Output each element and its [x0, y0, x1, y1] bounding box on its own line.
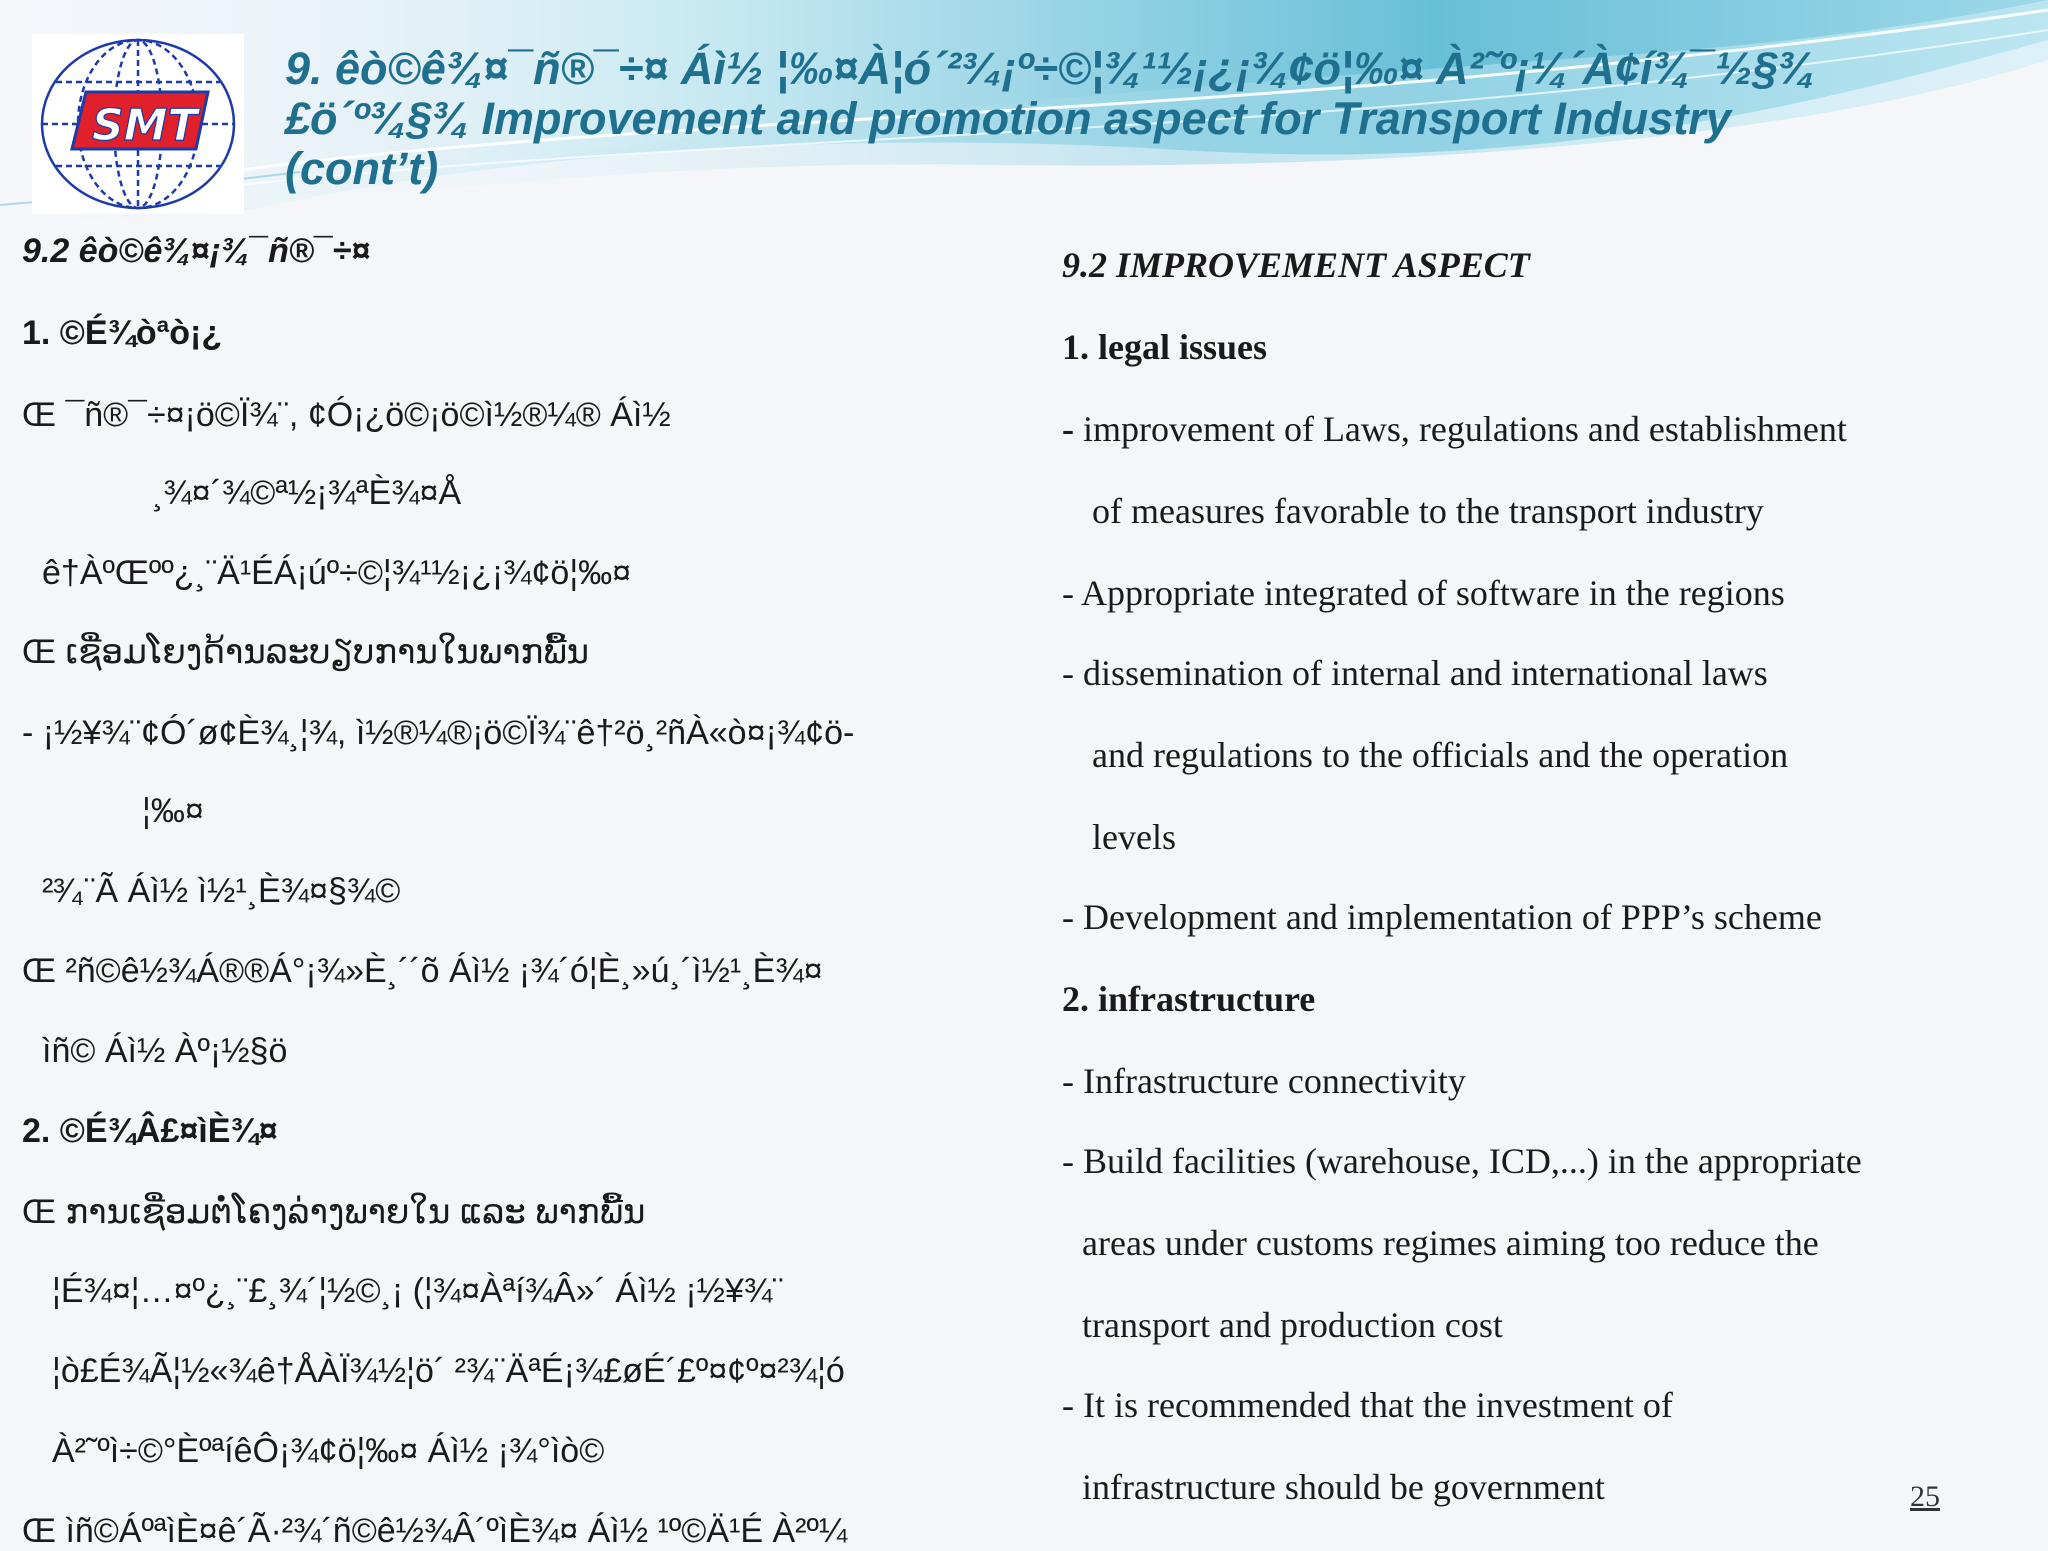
right-line: - Build facilities (warehouse, ICD,...) in the appropriate	[1062, 1141, 1862, 1181]
slide-title	[285, 44, 2025, 194]
left-line: ê†ÀºŒºº¿¸¨Ä¹ÉÁ¡úº÷©¦¾¹½¡¿¡¾¢ö¦‰¤	[42, 554, 632, 592]
left-line: À²˜ºì÷©°ÈºªíêÔ¡¾¢ö¦‰¤ Áì½ ¡¾°ìò©	[52, 1432, 605, 1470]
left-line: ¸¾¤´¾©ª½¡¾ªÈ¾¤Å	[152, 474, 462, 512]
left-line: ¦ò£É¾Ã¦½«¾ê†ÅÀÏ¾½¦ö´ ²¾¨ÄªÉ¡¾£øÉ´£º¤¢º¤²¾¦ó	[52, 1352, 845, 1390]
left-line: ¦É¾¤¦…¤º¿¸¨£¸¾´¦½©¸¡ (¦¾¤Àªí¾Â»´ Áì½ ¡½¥¾¨	[52, 1272, 784, 1310]
right-line: transport and production cost	[1082, 1305, 1503, 1345]
left-section-2-title: 2. ©É¾Â£¤ìÈ¾¤	[22, 1112, 278, 1150]
right-section-2-title: 2. infrastructure	[1062, 979, 1316, 1019]
right-line: - dissemination of internal and international laws	[1062, 653, 1768, 693]
left-heading: 9.2 êò©ê¾¤¡¾¯ñ®¯÷¤	[22, 232, 371, 270]
right-line: levels	[1092, 817, 1176, 857]
right-heading: 9.2 IMPROVEMENT ASPECT	[1062, 245, 1530, 285]
right-line: - Infrastructure connectivity	[1062, 1061, 1466, 1101]
title-line-1: 9. êò©ê¾¤¯ñ®¯÷¤ Áì½ ¦‰¤À¦ó´²³⁄₄¡º÷©¦¾¹½¡¿¡¾¢ö¦‰¤ À²˜º¡¼´À¢í¾¯½§¾	[285, 43, 1815, 94]
title-line-3: (cont’t)	[285, 143, 439, 194]
right-section-1-title: 1. legal issues	[1062, 327, 1268, 367]
left-line: ²³⁄₄¨Ã Áì½ ì½¹¸È¾¤§¾©	[42, 872, 401, 910]
logo-lettering: SMT	[92, 100, 198, 151]
left-line: Œ ເຊື່ອມໂຍງດ້ານລະບຽບການໃນພາກພື້ນ	[22, 633, 590, 671]
left-line: Œ ການເຊື່ອມຕໍ່ໂຄງລ່າງພາຍໃນ ແລະ ພາກພື້ນ	[22, 1193, 646, 1231]
right-line: and regulations to the officials and the operation	[1092, 735, 1789, 775]
right-line: of measures favorable to the transport industry	[1092, 491, 1764, 531]
right-line: - Appropriate integrated of software in the regions	[1062, 573, 1785, 613]
left-line: Œ ¯ñ®¯÷¤¡ö©Ï¾¨, ¢Ó¡¿ö©¡ö©ì½®¼® Áì½	[22, 396, 671, 434]
right-line: - improvement of Laws, regulations and establishment	[1062, 409, 1847, 449]
right-line: areas under customs regimes aiming too reduce the	[1082, 1223, 1819, 1263]
page-number: 25	[1910, 1480, 1940, 1513]
left-line: ìñ© Áì½ Àº¡½§ö	[42, 1032, 288, 1070]
title-line-2: £ö´º¾§¾ Improvement and promotion aspect for Transport Industry	[285, 93, 1731, 144]
company-logo	[32, 34, 244, 214]
left-line: - ¡½¥¾¨¢Ó´ø¢È¾¸¦¾, ì½®¼®¡ö©Ï¾¨ê†²ö¸²ñÀ«ò¤¡¾¢ö-	[22, 714, 855, 752]
right-line: - It is recommended that the investment of	[1062, 1385, 1673, 1425]
right-line-dash: -	[1062, 409, 1074, 449]
right-line: - Development and implementation of PPP’s scheme	[1062, 897, 1822, 937]
right-line: infrastructure should be government	[1082, 1467, 1605, 1507]
left-section-1-title: 1. ©É¾òªò¡¿	[22, 314, 223, 352]
left-line: ¦‰¤	[142, 792, 204, 830]
left-line: Œ ²ñ©ê½¾Á®®Á°¡¾»È¸´´õ Áì½ ¡¾´ó¦È¸»ú¸´ì½¹¸È¾¤	[22, 952, 823, 990]
left-line-cut-off: Œ ìñ©ÁºªìÈ¤ê´Ã·²¾´ñ©ê½¾Â´ºìÈ¾¤ Áì½ ¹º©Ä¹É À²º¼	[22, 1512, 848, 1550]
